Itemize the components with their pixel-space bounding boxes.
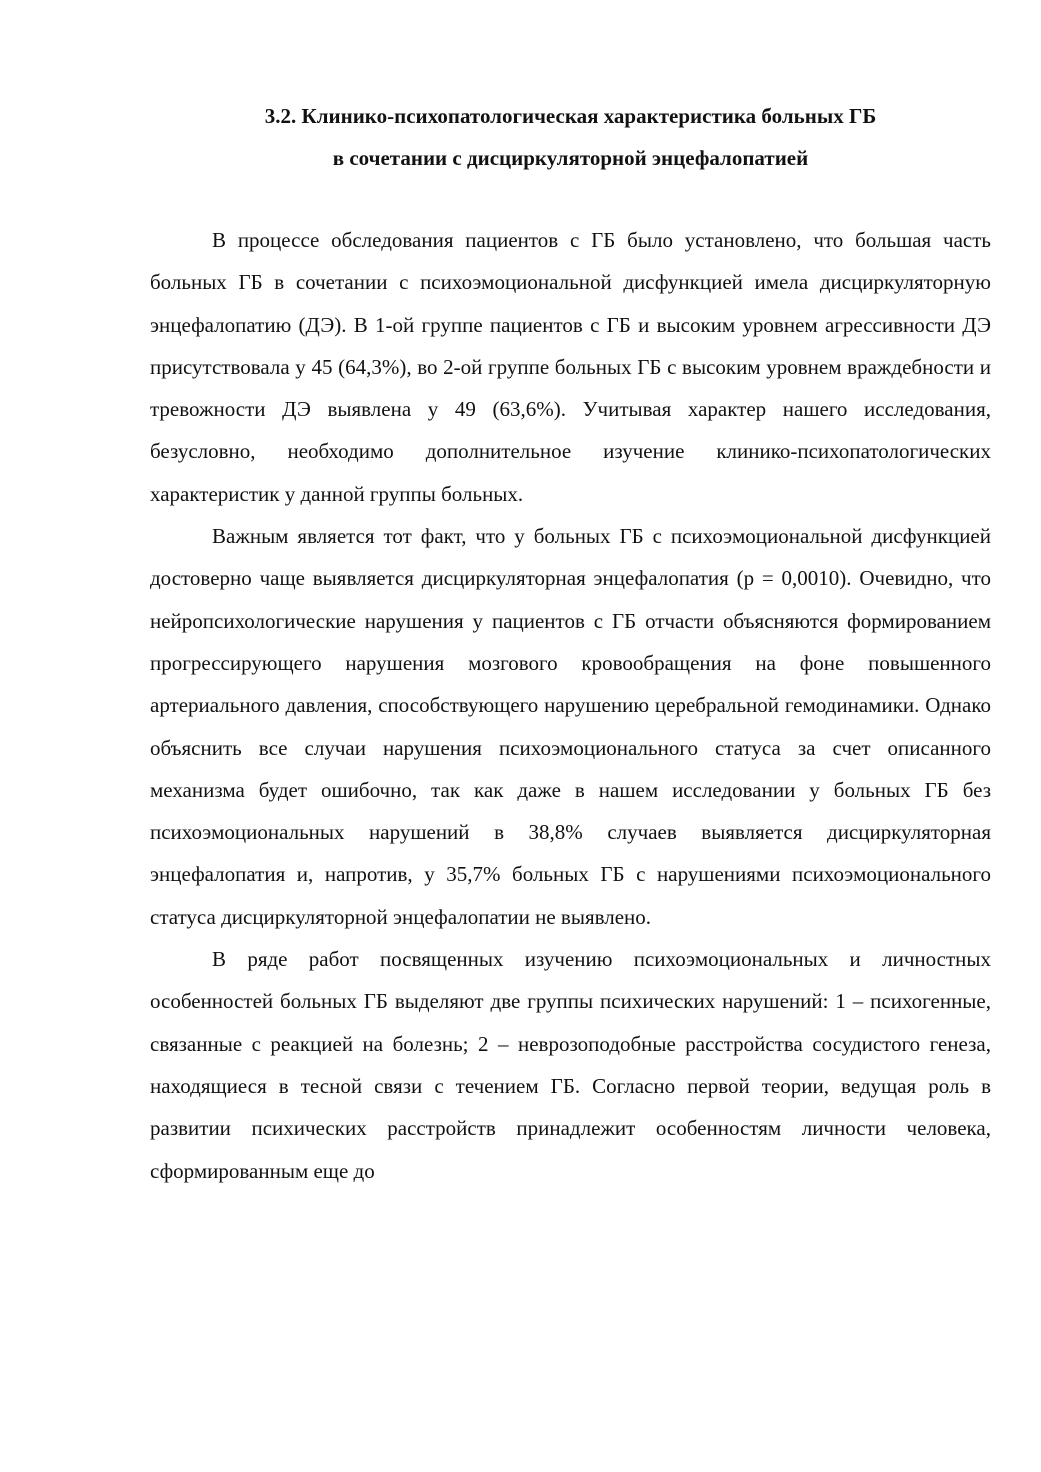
paragraph-3: В ряде работ посвященных изучению психоэмоциональных и личностных особенностей больных ГБ выделяют две группы психических нарушений: 1 – психогенные, связанные с реакцией на болезнь; 2 – неврозоподобные расстройства сосудистого генеза, находящиеся в тесной связи с течением ГБ. Согласно первой теории, ведущая роль в развитии психических расстройств принадлежит особенностям личности человека, сформированным еще до <box>150 947 991 1183</box>
body-text <box>150 219 991 1192</box>
paragraph-1: В процессе обследования пациентов с ГБ было установлено, что большая часть больных ГБ в сочетании с психоэмоциональной дисфункцией имела дисциркуляторную энцефалопатию (ДЭ). В 1-ой группе пациентов с ГБ и высоким уровнем агрессивности ДЭ присутствовала у 45 (64,3%), во 2-ой группе больных ГБ с высоким уровнем враждебности и тревожности ДЭ выявлена у 49 (63,6%). Учитывая характер нашего исследования, безусловно, необходимо дополнительное изучение клинико-психопатологических характеристик у данной группы больных. <box>150 228 991 506</box>
section-heading-line-2: в сочетании с дисциркуляторной энцефалопатией <box>332 146 809 170</box>
section-heading-line-1: 3.2. Клинико-психопатологическая характеристика больных ГБ <box>264 104 877 128</box>
paragraph-2: Важным является тот факт, что у больных ГБ с психоэмоциональной дисфункцией достоверно чаще выявляется дисциркуляторная энцефалопатия (p = 0,0010). Очевидно, что нейропсихологические нарушения у пациентов с ГБ отчасти объясняются формированием прогрессирующего нарушения мозгового кровообращения на фоне повышенного артериального давления, способствующего нарушению церебральной гемодинамики. Однако объяснить все случаи нарушения психоэмоционального статуса за счет описанного механизма будет ошибочно, так как даже в нашем исследовании у больных ГБ без психоэмоциональных нарушений в 38,8% случаев выявляется дисциркуляторная энцефалопатия и, напротив, у 35,7% больных ГБ с нарушениями психоэмоционального статуса дисциркуляторной энцефалопатии не выявлено. <box>150 524 991 929</box>
